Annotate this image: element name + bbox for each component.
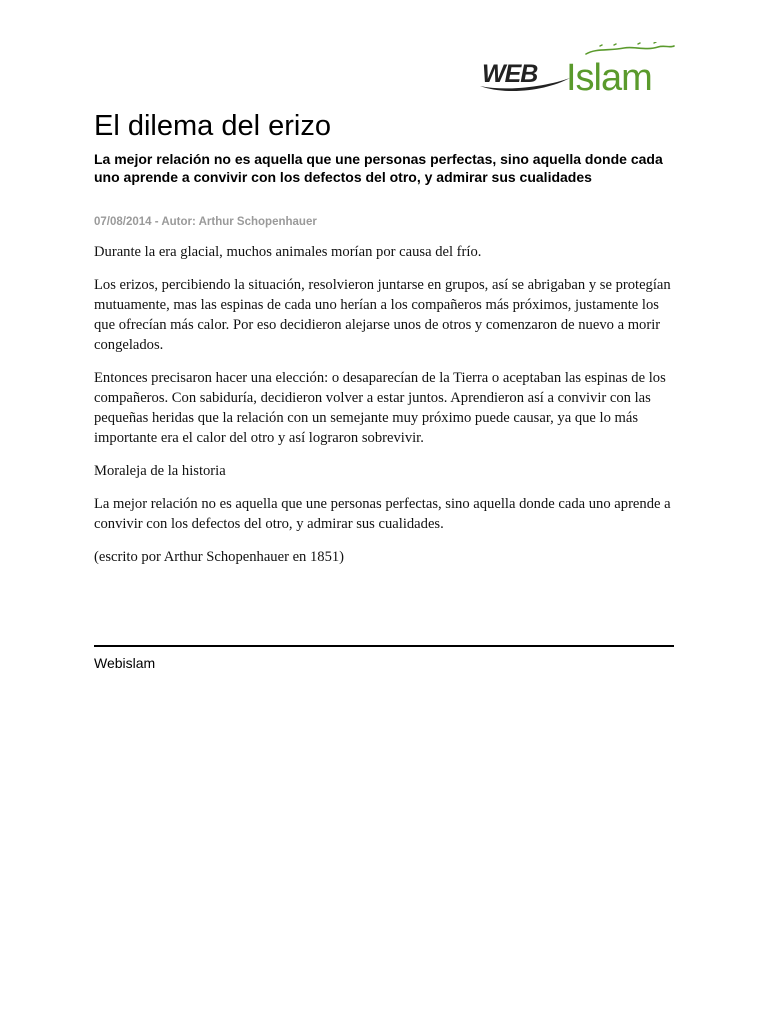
footer-divider <box>94 645 674 647</box>
moral-heading: Moraleja de la historia <box>94 463 226 479</box>
webislam-logo-graphic <box>478 42 678 98</box>
calligraphy-flourish-icon <box>586 46 674 54</box>
logo-web-text: WEB <box>482 60 538 88</box>
article-title: El dilema del erizo <box>94 110 331 142</box>
article-paragraph: La mejor relación no es aquella que une personas perfectas, sino aquella donde cada uno aprende a convivir con los defectos del otro, y admirar sus cualidades. <box>94 496 671 532</box>
article-meta: 07/08/2014 - Autor: Arthur Schopenhauer <box>94 216 317 228</box>
article-attribution: (escrito por Arthur Schopenhauer en 1851) <box>94 549 345 565</box>
logo-islam-text: Islam <box>566 57 652 98</box>
article-paragraph: Durante la era glacial, muchos animales morían por causa del frío. <box>94 244 482 260</box>
calligraphy-dots-icon <box>600 42 656 46</box>
article-paragraph: Los erizos, percibiendo la situación, resolvieron juntarse en grupos, así se abrigaban y se protegían mutuamente, mas las espinas de cada uno herían a los compañeros más próximos, justamente los que ofrecían más calor. Por eso decidieron alejarse unos de otros y comenzaron de nuevo a morir congelados. <box>94 277 671 353</box>
article-subtitle: La mejor relación no es aquella que une personas perfectas, sino aquella donde cada uno aprende a convivir con los defectos del otro, y admirar sus cualidades <box>94 151 663 185</box>
article-paragraph: Entonces precisaron hacer una elección: o desaparecían de la Tierra o aceptaban las espinas de los compañeros. Con sabiduría, decidieron volver a estar juntos. Aprendieron así a convivir con las pequeñas heridas que la relación con un semejante muy próximo puede causar, ya que lo más importante era el calor del otro y así lograron sobrevivir. <box>94 370 666 446</box>
webislam-logo[interactable] <box>478 42 678 98</box>
footer-source: Webislam <box>94 655 156 671</box>
article-body <box>94 242 676 580</box>
